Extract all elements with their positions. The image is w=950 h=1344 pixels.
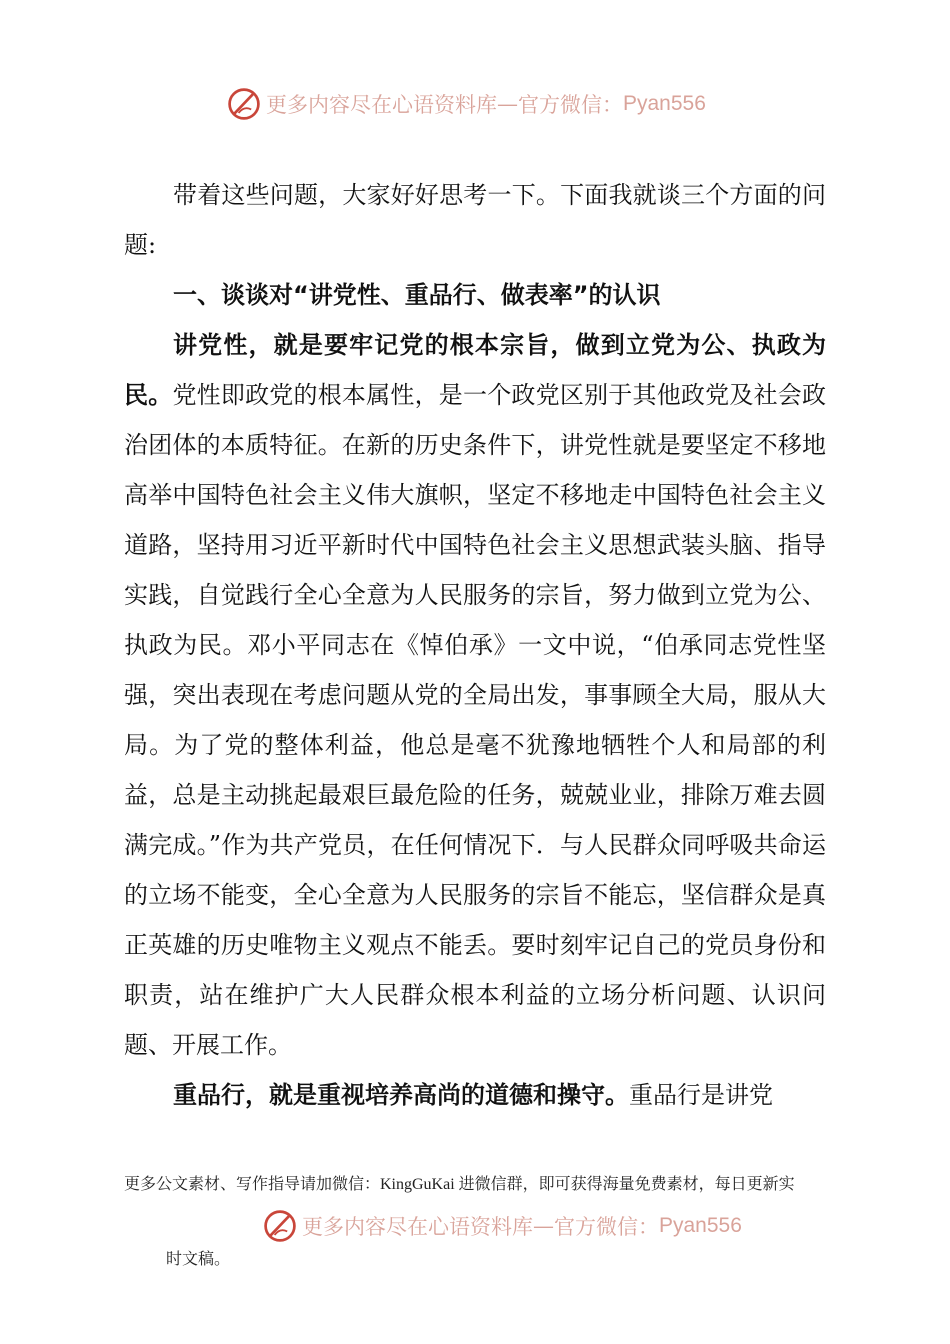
watermark-suffix: 官方微信： xyxy=(554,1215,659,1239)
watermark-separator: — xyxy=(533,1214,554,1238)
watermark-top xyxy=(226,86,706,122)
watermark-wechat-id: Pyan556 xyxy=(623,92,706,115)
footer-note-continued: 时文稿。 xyxy=(166,1251,231,1268)
pen-logo-icon xyxy=(262,1208,298,1244)
watermark-text: 更多内容尽在心语资料库 xyxy=(302,1215,533,1239)
watermark-wechat-id: Pyan556 xyxy=(659,1214,742,1237)
paragraph-character xyxy=(124,1070,826,1120)
watermark-text: 更多内容尽在心语资料库 xyxy=(266,93,497,117)
paragraph-lead-bold: 讲党性，就是要牢记党的根本宗旨，做到立党为公、执政为民。 xyxy=(124,330,826,409)
watermark-bottom xyxy=(262,1208,742,1244)
paragraph-party-spirit xyxy=(124,320,826,1070)
paragraph-body-text: 重品行是讲党 xyxy=(629,1081,773,1109)
paragraph-lead-bold: 重品行，就是重视培养高尚的道德和操守。 xyxy=(173,1080,629,1109)
paragraph-body-text: 党性即政党的根本属性，是一个政党区别于其他政党及社会政治团体的本质特征。在新的历史条件下，讲党性就是要坚定不移地高举中国特色社会主义伟大旗帜，坚定不移地走中国特色社会主义道路，坚持用习近平新时代中国特色社会主义思想武装头脑、指导实践，自觉践行全心全意为人民服务的宗旨，努力做到立党为公、执政为民。邓小平同志在《悼伯承》一文中说，“伯承同志党性坚强，突出表现在考虑问题从党的全局出发，事事顾全大局，服从大局。为了党的整体利益，他总是毫不犹豫地牺牲个人和局部的利益，总是主动挑起最艰巨最危险的任务，兢兢业业，排除万难去圆满完成。”作为共产党员，在任何情况下．与人民群众同呼吸共命运的立场不能变，全心全意为人民服务的宗旨不能忘，坚信群众是真正英雄的历史唯物主义观点不能丢。要时刻牢记自己的党员身份和职责，站在维护广大人民群众根本利益的立场分析问题、认识问题、开展工作。 xyxy=(124,381,827,1059)
section-heading: 一、谈谈对“讲党性、重品行、做表率”的认识 xyxy=(173,281,661,309)
document-body xyxy=(124,170,826,1120)
paragraph-intro: 带着这些问题，大家好好思考一下。下面我就谈三个方面的问题: xyxy=(124,181,826,259)
watermark-separator: — xyxy=(497,92,518,116)
footer-note: 更多公文素材、写作指导请加微信：KingGuKai 进微信群，即可获得海量免费素材，每日更新实 xyxy=(124,1176,795,1193)
watermark-suffix: 官方微信： xyxy=(518,93,623,117)
pen-logo-icon xyxy=(226,86,262,122)
